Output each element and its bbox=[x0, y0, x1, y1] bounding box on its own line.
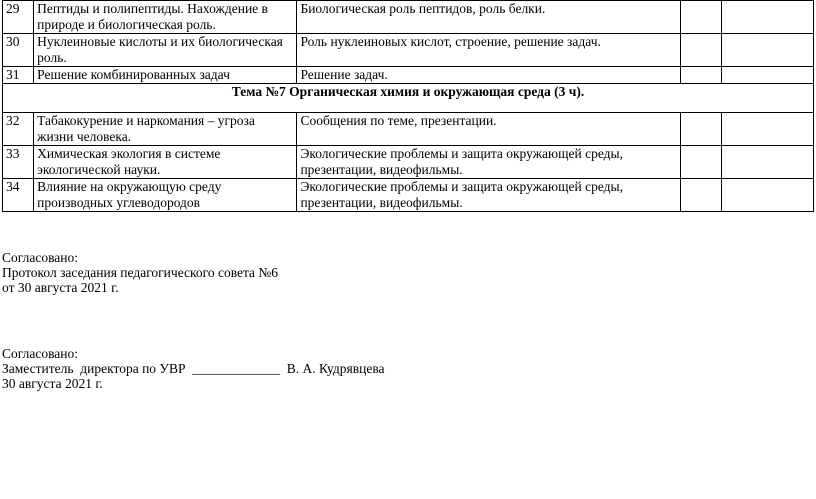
table-row bbox=[3, 1, 814, 34]
lesson-number: 33 bbox=[3, 146, 34, 179]
empty-cell bbox=[721, 34, 813, 67]
empty-cell bbox=[681, 179, 721, 212]
table-row bbox=[3, 146, 814, 179]
table-row bbox=[3, 179, 814, 212]
approval-signature-line: Заместитель директора по УВР _____________ В. А. Кудрявцева bbox=[2, 361, 385, 376]
approval-date: от 30 августа 2021 г. bbox=[2, 280, 119, 295]
lesson-number: 32 bbox=[3, 113, 34, 146]
approval-heading: Согласовано: bbox=[2, 250, 78, 265]
empty-cell bbox=[721, 146, 813, 179]
lesson-activity: Экологические проблемы и защита окружающей среды, презентации, видеофильмы. bbox=[297, 179, 681, 212]
table-row bbox=[3, 113, 814, 146]
lesson-activity: Роль нуклеиновых кислот, строение, решение задач. bbox=[297, 34, 681, 67]
lesson-topic: Химическая экология в системе экологической науки. bbox=[34, 146, 297, 179]
lesson-activity: Сообщения по теме, презентации. bbox=[297, 113, 681, 146]
curriculum-table bbox=[2, 0, 814, 212]
empty-cell bbox=[681, 1, 721, 34]
approval-date: 30 августа 2021 г. bbox=[2, 376, 103, 391]
approval-protocol: Протокол заседания педагогического совета №6 bbox=[2, 265, 279, 280]
empty-cell bbox=[681, 34, 721, 67]
lesson-number: 31 bbox=[3, 67, 34, 84]
section-row bbox=[3, 84, 814, 113]
lesson-topic: Влияние на окружающую среду производных углеводородов bbox=[34, 179, 297, 212]
lesson-number: 29 bbox=[3, 1, 34, 34]
lesson-number: 34 bbox=[3, 179, 34, 212]
table-row bbox=[3, 67, 814, 84]
empty-cell bbox=[681, 67, 721, 84]
approval-council bbox=[2, 250, 278, 295]
approval-heading: Согласовано: bbox=[2, 346, 78, 361]
lesson-topic: Решение комбинированных задач bbox=[34, 67, 297, 84]
empty-cell bbox=[681, 113, 721, 146]
empty-cell bbox=[721, 1, 813, 34]
lesson-number: 30 bbox=[3, 34, 34, 67]
empty-cell bbox=[681, 146, 721, 179]
lesson-topic: Табакокурение и наркомания – угроза жизни человека. bbox=[34, 113, 297, 146]
lesson-topic: Пептиды и полипептиды. Нахождение в природе и биологическая роль. bbox=[34, 1, 297, 34]
lesson-activity: Биологическая роль пептидов, роль белки. bbox=[297, 1, 681, 34]
empty-cell bbox=[721, 113, 813, 146]
approval-deputy bbox=[2, 346, 385, 391]
empty-cell bbox=[721, 67, 813, 84]
lesson-activity: Решение задач. bbox=[297, 67, 681, 84]
table-row bbox=[3, 34, 814, 67]
lesson-topic: Нуклеиновые кислоты и их биологическая роль. bbox=[34, 34, 297, 67]
section-title: Тема №7 Органическая химия и окружающая среда (3 ч). bbox=[3, 84, 814, 113]
empty-cell bbox=[721, 179, 813, 212]
lesson-activity: Экологические проблемы и защита окружающей среды, презентации, видеофильмы. bbox=[297, 146, 681, 179]
